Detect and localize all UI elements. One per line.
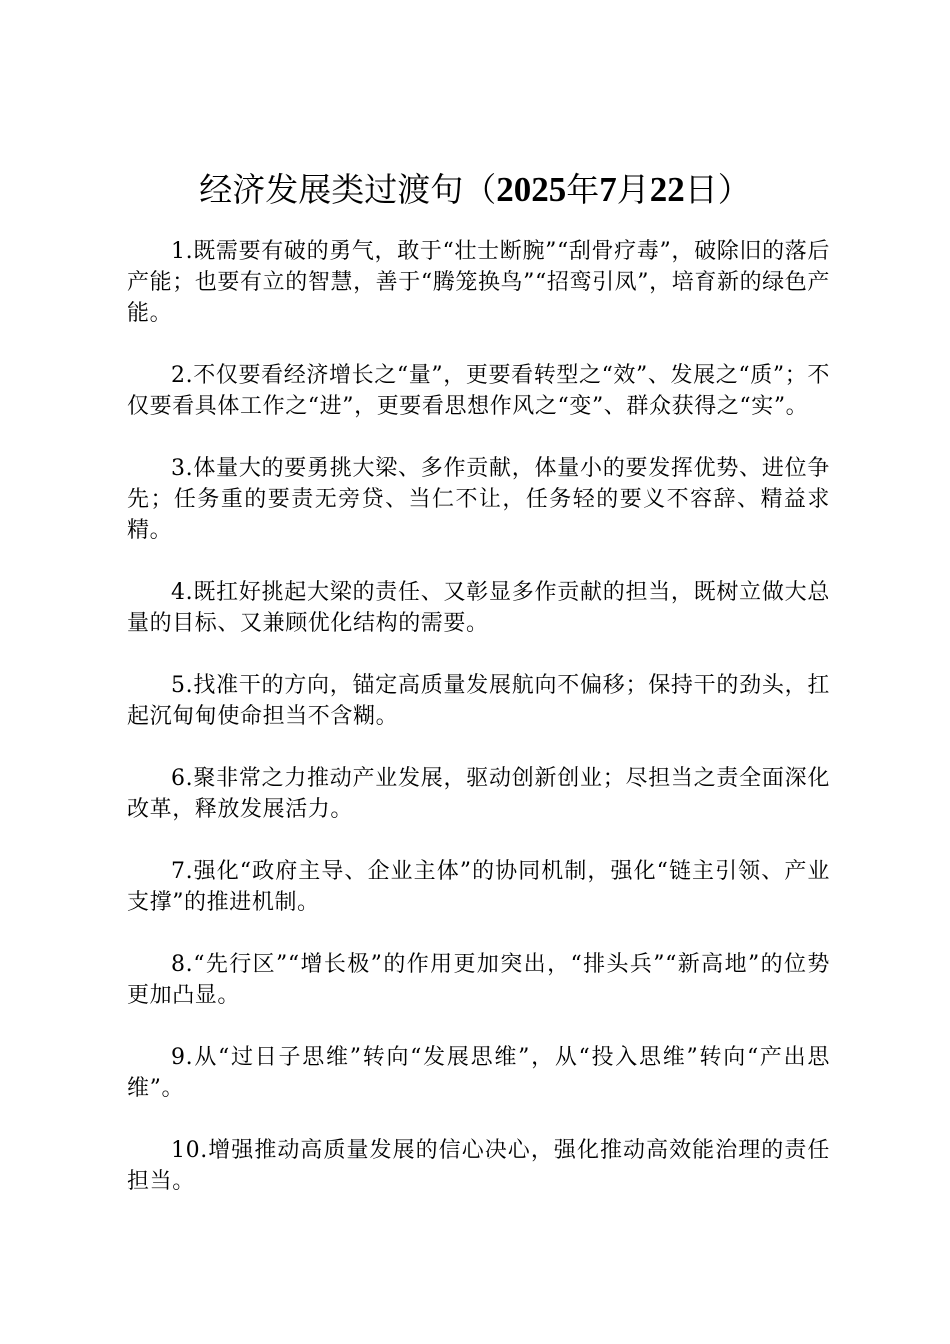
paragraph-5: 5.找准干的方向，锚定高质量发展航向不偏移；保持干的劲头，扛起沉甸甸使命担当不含糊。 <box>127 673 830 729</box>
paragraph-4: 4.既扛好挑起大梁的责任、又彰显多作贡献的担当，既树立做大总量的目标、又兼顾优化结构的需要。 <box>127 580 830 636</box>
paragraph-2: 2.不仅要看经济增长之“量”，更要看转型之“效”、发展之“质”；不仅要看具体工作之“进”，更要看思想作风之“变”、群众获得之“实”。 <box>127 363 830 419</box>
title-year: 2025 <box>496 170 567 209</box>
title-month-suffix: 月 <box>616 170 650 209</box>
document-title <box>60 163 890 217</box>
title-day: 22 <box>649 170 685 209</box>
paragraph-10: 10.增强推动高质量发展的信心决心，强化推动高效能治理的责任担当。 <box>127 1138 830 1194</box>
paragraph-7: 7.强化“政府主导、企业主体”的协同机制，强化“链主引领、产业支撑”的推进机制。 <box>127 859 830 915</box>
paragraph-1: 1.既需要有破的勇气，敢于“壮士断腕”“刮骨疗毒”，破除旧的落后产能；也要有立的智慧，善于“腾笼换鸟”“招鸾引凤”，培育新的绿色产能。 <box>127 239 830 326</box>
title-year-suffix: 年 <box>566 170 600 209</box>
paragraph-6: 6.聚非常之力推动产业发展，驱动创新创业；尽担当之责全面深化改革，释放发展活力。 <box>127 766 830 822</box>
paragraph-8: 8.“先行区”“增长极”的作用更加突出，“排头兵”“新高地”的位势更加凸显。 <box>127 952 830 1008</box>
document-body <box>127 236 830 1228</box>
paragraph-9: 9.从“过日子思维”转向“发展思维”，从“投入思维”转向“产出思维”。 <box>127 1045 830 1101</box>
paragraph-3: 3.体量大的要勇挑大梁、多作贡献，体量小的要发挥优势、进位争先；任务重的要责无旁贷、当仁不让，任务轻的要义不容辞、精益求精。 <box>127 456 830 543</box>
title-month: 7 <box>599 170 617 209</box>
title-text: 经济发展类过渡句（ <box>199 170 497 209</box>
title-day-suffix: 日） <box>684 170 751 209</box>
